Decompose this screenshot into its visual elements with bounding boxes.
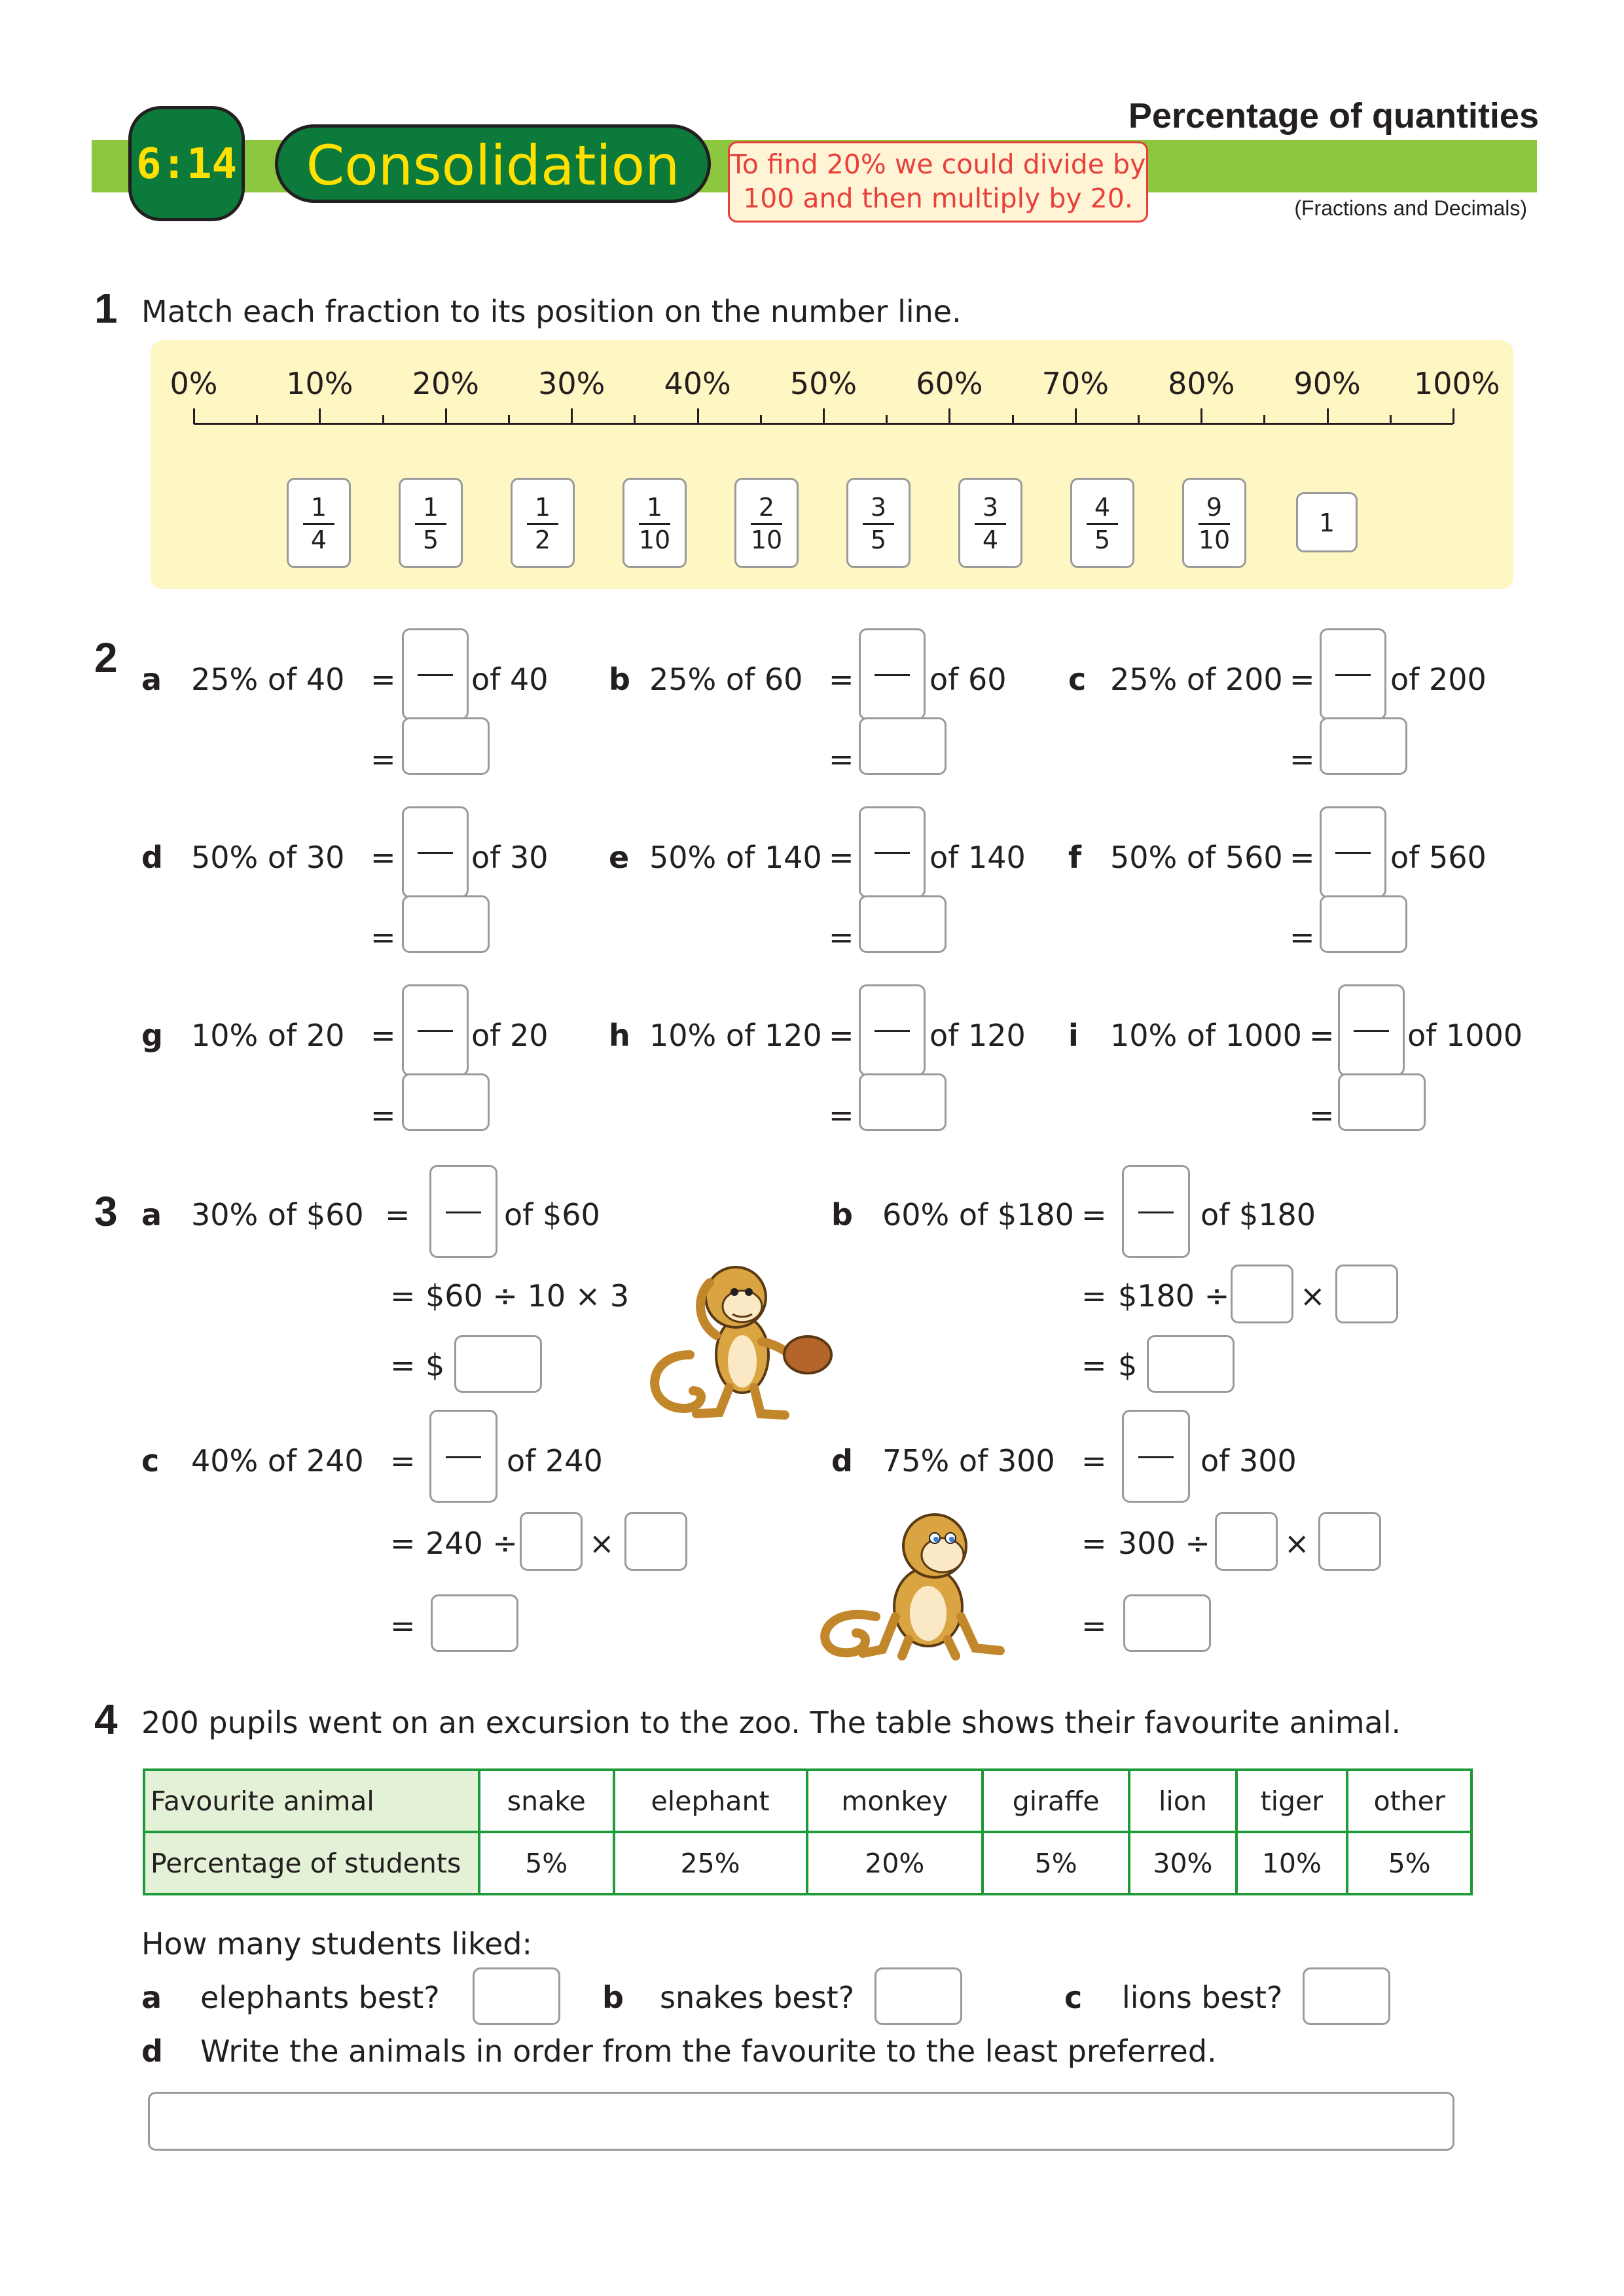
- q3d-of-label: of 300: [1200, 1443, 1297, 1479]
- q2-item-of-label: of 20: [471, 1018, 549, 1053]
- table-cell-percentage: 30%: [1129, 1832, 1236, 1894]
- fraction-numerator: 3: [982, 493, 999, 522]
- question-3-number: 3: [94, 1188, 118, 1235]
- fraction-bar: [863, 523, 894, 525]
- q3a-equals-3: =: [390, 1348, 416, 1383]
- q2-item-expression: 10% of 120: [649, 1018, 822, 1053]
- question-1-instruction: Match each fraction to its position on the number line.: [141, 294, 962, 329]
- fraction-bar: [1087, 523, 1118, 525]
- q3b-step: $180 ÷: [1118, 1278, 1230, 1314]
- q3b-dollar: $: [1118, 1348, 1138, 1383]
- table-header-percentage: Percentage of students: [144, 1832, 479, 1894]
- fraction-bar: [875, 1030, 910, 1032]
- fraction-card[interactable]: [958, 478, 1022, 568]
- number-line-tick: [256, 415, 258, 424]
- q3d-equals-3: =: [1081, 1608, 1107, 1643]
- number-line-tick: [1075, 408, 1077, 424]
- fraction-card-whole-label: 1: [1318, 509, 1335, 537]
- fraction-denominator: 10: [1198, 526, 1231, 554]
- fraction-denominator: 5: [422, 526, 439, 554]
- table-cell-percentage: 5%: [1347, 1832, 1471, 1894]
- page-title: Consolidation: [306, 134, 680, 198]
- q3b-answer-box[interactable]: [1147, 1335, 1235, 1393]
- fraction-bar: [1354, 1030, 1389, 1032]
- unit-badge: [128, 106, 245, 221]
- q3c-expression: 40% of 240: [191, 1443, 364, 1479]
- q2-item-equals: =: [829, 840, 854, 875]
- number-line-tick: [634, 415, 636, 424]
- q2-item-letter: a: [141, 662, 162, 697]
- number-line-tick: [319, 408, 321, 424]
- q3c-of-label: of 240: [507, 1443, 603, 1479]
- q2-item-expression: 25% of 200: [1110, 662, 1283, 697]
- fraction-bar: [418, 674, 453, 676]
- monkey-holding-coconut-illustration: [644, 1257, 860, 1427]
- fraction-bar: [418, 1030, 453, 1032]
- table-cell-percentage: 5%: [479, 1832, 614, 1894]
- q2-item-expression: 10% of 1000: [1110, 1018, 1302, 1053]
- number-line-tick: [1263, 415, 1265, 424]
- q2-item-letter: e: [609, 840, 630, 875]
- q4a-text: elephants best?: [200, 1980, 440, 2015]
- table-cell-animal: lion: [1129, 1770, 1236, 1832]
- q3c-answer-box[interactable]: [431, 1594, 518, 1652]
- fraction-card[interactable]: [1070, 478, 1134, 568]
- unit-badge-label: 6:14: [135, 140, 238, 188]
- fraction-bar: [751, 523, 782, 525]
- table-cell-percentage: 20%: [807, 1832, 983, 1894]
- q3a-equals-2: =: [390, 1278, 416, 1314]
- favourite-animal-table: [143, 1768, 1473, 1895]
- question-4-number: 4: [94, 1696, 118, 1743]
- q3d-divisor-box[interactable]: [1215, 1512, 1278, 1571]
- number-line-tick: [445, 408, 447, 424]
- fraction-card[interactable]: [846, 478, 911, 568]
- fraction-bar: [1335, 674, 1371, 676]
- q4c-answer-box[interactable]: [1303, 1967, 1390, 2025]
- number-line-label: 80%: [1168, 366, 1235, 401]
- fraction-card[interactable]: [1182, 478, 1246, 568]
- fraction-bar: [639, 523, 670, 525]
- number-line-tick: [1012, 415, 1014, 424]
- fraction-denominator: 10: [638, 526, 671, 554]
- fraction-bar: [975, 523, 1006, 525]
- q2-item-equals: =: [829, 742, 854, 777]
- q2-item-equals: =: [1309, 1018, 1335, 1053]
- fraction-card-whole[interactable]: [1296, 492, 1358, 552]
- q4c-letter: c: [1064, 1980, 1083, 2015]
- q3b-multiplier-box[interactable]: [1335, 1265, 1398, 1323]
- q2-answer-box[interactable]: [1320, 717, 1407, 775]
- q3b-times: ×: [1300, 1278, 1326, 1314]
- q4a-letter: a: [141, 1980, 162, 2015]
- q3a-dollar: $: [425, 1348, 445, 1383]
- q3c-equals-1: =: [390, 1443, 416, 1479]
- q3d-fraction-box[interactable]: [1122, 1410, 1190, 1503]
- q3d-step: 300 ÷: [1118, 1526, 1210, 1561]
- q4d-answer-box[interactable]: [148, 2092, 1454, 2151]
- table-cell-animal: snake: [479, 1770, 614, 1832]
- number-line-tick: [1200, 408, 1202, 424]
- table-cell-animal: elephant: [614, 1770, 807, 1832]
- q3a-answer-box[interactable]: [454, 1335, 542, 1393]
- q2-item-equals: =: [1290, 662, 1315, 697]
- q3b-expression: 60% of $180: [882, 1197, 1074, 1232]
- q2-fraction-box[interactable]: [859, 984, 926, 1076]
- q4b-letter: b: [602, 1980, 624, 2015]
- q3a-of-label: of $60: [504, 1197, 600, 1232]
- q4d-text: Write the animals in order from the favourite to the least preferred.: [200, 2034, 1217, 2069]
- q3c-equals-3: =: [390, 1608, 416, 1643]
- fraction-denominator: 10: [750, 526, 783, 554]
- q3d-letter: d: [831, 1443, 853, 1479]
- q2-fraction-box[interactable]: [859, 628, 926, 720]
- tip-box: [728, 141, 1148, 223]
- number-line-label: 50%: [789, 366, 857, 401]
- number-line-tick: [508, 415, 510, 424]
- q3c-multiplier-box[interactable]: [624, 1512, 687, 1571]
- q2-item-of-label: of 1000: [1407, 1018, 1523, 1053]
- fraction-denominator: 4: [310, 526, 327, 554]
- table-cell-animal: other: [1347, 1770, 1471, 1832]
- q3c-step: 240 ÷: [425, 1526, 518, 1561]
- q4c-text: lions best?: [1122, 1980, 1283, 2015]
- fraction-numerator: 9: [1206, 493, 1223, 522]
- q2-item-of-label: of 40: [471, 662, 549, 697]
- fraction-card[interactable]: [623, 478, 687, 568]
- q2-answer-box[interactable]: [859, 895, 947, 953]
- q2-item-expression: 10% of 20: [191, 1018, 345, 1053]
- title-pill: [275, 124, 711, 203]
- q3c-equals-2: =: [390, 1526, 416, 1561]
- number-line-tick: [1390, 415, 1392, 424]
- q2-item-equals: =: [829, 1098, 854, 1133]
- q2-item-expression: 50% of 140: [649, 840, 822, 875]
- q3c-fraction-box[interactable]: [429, 1410, 497, 1503]
- table-cell-percentage: 10%: [1236, 1832, 1348, 1894]
- q3d-times: ×: [1284, 1526, 1310, 1561]
- fraction-numerator: 2: [758, 493, 775, 522]
- q3a-fraction-box[interactable]: [429, 1165, 497, 1258]
- table-cell-percentage: 25%: [614, 1832, 807, 1894]
- q2-fraction-box[interactable]: [1338, 984, 1405, 1076]
- q2-item-letter: h: [609, 1018, 630, 1053]
- fraction-bar: [415, 523, 446, 525]
- fraction-card[interactable]: [399, 478, 463, 568]
- q2-item-letter: b: [609, 662, 630, 697]
- fraction-numerator: 1: [422, 493, 439, 522]
- q2-item-letter: g: [141, 1018, 163, 1053]
- fraction-card[interactable]: [287, 478, 351, 568]
- q3a-step: $60 ÷ 10 × 3: [425, 1278, 630, 1314]
- q2-item-equals: =: [1290, 920, 1315, 955]
- q2-item-letter: c: [1068, 662, 1087, 697]
- q2-item-equals: =: [829, 662, 854, 697]
- q2-item-equals: =: [1290, 840, 1315, 875]
- number-line-tick: [823, 408, 825, 424]
- number-line-label: 30%: [538, 366, 605, 401]
- topic-subtitle: (Fractions and Decimals): [1294, 196, 1527, 220]
- number-line-label: 100%: [1414, 366, 1500, 401]
- number-line-label: 60%: [916, 366, 983, 401]
- q2-item-letter: d: [141, 840, 163, 875]
- q2-answer-box[interactable]: [402, 1073, 490, 1131]
- q3b-fraction-box[interactable]: [1122, 1165, 1190, 1258]
- q3d-equals-2: =: [1081, 1526, 1107, 1561]
- q2-item-equals: =: [370, 1018, 396, 1053]
- fraction-denominator: 2: [534, 526, 551, 554]
- fraction-numerator: 1: [310, 493, 327, 522]
- q2-item-equals: =: [370, 1098, 396, 1133]
- fraction-bar: [1335, 852, 1371, 854]
- table-row-animals: [144, 1770, 1471, 1832]
- fraction-numerator: 1: [646, 493, 663, 522]
- q3c-times: ×: [589, 1526, 615, 1561]
- number-line-label: 10%: [286, 366, 353, 401]
- q2-answer-box[interactable]: [402, 717, 490, 775]
- fraction-bar: [418, 852, 453, 854]
- q3b-equals-2: =: [1081, 1278, 1107, 1314]
- question-4-prompt: How many students liked:: [141, 1926, 532, 1962]
- q4b-answer-box[interactable]: [875, 1967, 962, 2025]
- q2-fraction-box[interactable]: [402, 984, 469, 1076]
- fraction-card[interactable]: [511, 478, 575, 568]
- q3a-letter: a: [141, 1197, 162, 1232]
- q2-fraction-box[interactable]: [402, 628, 469, 720]
- q2-answer-box[interactable]: [1338, 1073, 1426, 1131]
- q2-item-expression: 25% of 60: [649, 662, 803, 697]
- question-4-intro: 200 pupils went on an excursion to the zoo. The table shows their favourite animal.: [141, 1705, 1401, 1740]
- q2-answer-box[interactable]: [859, 717, 947, 775]
- q3b-equals-3: =: [1081, 1348, 1107, 1383]
- q2-item-equals: =: [370, 840, 396, 875]
- fraction-denominator: 4: [982, 526, 999, 554]
- q2-item-letter: i: [1068, 1018, 1079, 1053]
- number-line-tick: [1138, 415, 1140, 424]
- number-line-tick: [760, 415, 762, 424]
- q3d-equals-1: =: [1081, 1443, 1107, 1479]
- fraction-bar: [875, 674, 910, 676]
- number-line-tick: [193, 408, 195, 424]
- table-row-percentages: [144, 1832, 1471, 1894]
- q2-fraction-box[interactable]: [402, 806, 469, 898]
- monkey-sitting-illustration: [804, 1499, 1020, 1662]
- question-1-number: 1: [94, 285, 118, 332]
- fraction-bar: [527, 523, 558, 525]
- fraction-numerator: 3: [870, 493, 887, 522]
- q3a-expression: 30% of $60: [191, 1197, 364, 1232]
- q2-fraction-box[interactable]: [1320, 628, 1386, 720]
- q4b-text: snakes best?: [660, 1980, 855, 2015]
- q2-item-expression: 50% of 560: [1110, 840, 1283, 875]
- fraction-denominator: 5: [870, 526, 887, 554]
- q3b-of-label: of $180: [1200, 1197, 1316, 1232]
- number-line-label: 70%: [1041, 366, 1109, 401]
- fraction-bar: [875, 852, 910, 854]
- q2-item-of-label: of 560: [1390, 840, 1487, 875]
- fraction-numerator: 4: [1094, 493, 1111, 522]
- tip-line-1: To find 20% we could divide by: [730, 149, 1146, 180]
- q2-item-expression: 25% of 40: [191, 662, 345, 697]
- q3b-equals-1: =: [1081, 1197, 1107, 1232]
- q2-item-of-label: of 120: [929, 1018, 1026, 1053]
- number-line-tick: [382, 415, 384, 424]
- table-cell-percentage: 5%: [983, 1832, 1129, 1894]
- q3c-letter: c: [141, 1443, 160, 1479]
- tip-line-2: 100 and then multiply by 20.: [743, 183, 1133, 214]
- number-line-tick: [1327, 408, 1329, 424]
- q3d-expression: 75% of 300: [882, 1443, 1055, 1479]
- number-line-label: 0%: [170, 366, 218, 401]
- number-line-label: 40%: [664, 366, 731, 401]
- q4d-letter: d: [141, 2034, 163, 2069]
- q2-item-equals: =: [370, 742, 396, 777]
- number-line-tick: [1453, 408, 1454, 424]
- topic-title: Percentage of quantities: [1128, 96, 1539, 135]
- q3b-letter: b: [831, 1197, 853, 1232]
- q2-answer-box[interactable]: [859, 1073, 947, 1131]
- number-line-tick: [571, 408, 573, 424]
- fraction-numerator: 1: [534, 493, 551, 522]
- number-line-tick: [948, 408, 950, 424]
- q4a-answer-box[interactable]: [473, 1967, 560, 2025]
- q2-item-of-label: of 60: [929, 662, 1007, 697]
- number-line-tick: [697, 408, 699, 424]
- q3a-equals-1: =: [385, 1197, 410, 1232]
- q2-item-equals: =: [370, 920, 396, 955]
- q2-fraction-box[interactable]: [1320, 806, 1386, 898]
- q2-item-of-label: of 140: [929, 840, 1026, 875]
- q2-item-equals: =: [1309, 1098, 1335, 1133]
- q2-item-equals: =: [1290, 742, 1315, 777]
- q2-item-of-label: of 30: [471, 840, 549, 875]
- q2-fraction-box[interactable]: [859, 806, 926, 898]
- table-cell-animal: monkey: [807, 1770, 983, 1832]
- q2-item-letter: f: [1068, 840, 1082, 875]
- number-line-label: 90%: [1293, 366, 1361, 401]
- q2-item-equals: =: [829, 920, 854, 955]
- table-cell-animal: tiger: [1236, 1770, 1348, 1832]
- fraction-denominator: 5: [1094, 526, 1111, 554]
- q2-item-equals: =: [370, 662, 396, 697]
- table-cell-animal: giraffe: [983, 1770, 1129, 1832]
- q2-answer-box[interactable]: [1320, 895, 1407, 953]
- q3b-divisor-box[interactable]: [1231, 1265, 1293, 1323]
- q2-item-of-label: of 200: [1390, 662, 1487, 697]
- number-line-tick: [886, 415, 888, 424]
- q2-answer-box[interactable]: [402, 895, 490, 953]
- number-line-label: 20%: [412, 366, 479, 401]
- question-2-number: 2: [94, 634, 118, 681]
- fraction-bar: [1199, 523, 1230, 525]
- q3d-multiplier-box[interactable]: [1318, 1512, 1381, 1571]
- fraction-bar: [303, 523, 334, 525]
- fraction-card[interactable]: [734, 478, 799, 568]
- table-header-favourite-animal: Favourite animal: [144, 1770, 479, 1832]
- q2-item-equals: =: [829, 1018, 854, 1053]
- q3c-divisor-box[interactable]: [520, 1512, 583, 1571]
- q3d-answer-box[interactable]: [1123, 1594, 1211, 1652]
- q2-item-expression: 50% of 30: [191, 840, 345, 875]
